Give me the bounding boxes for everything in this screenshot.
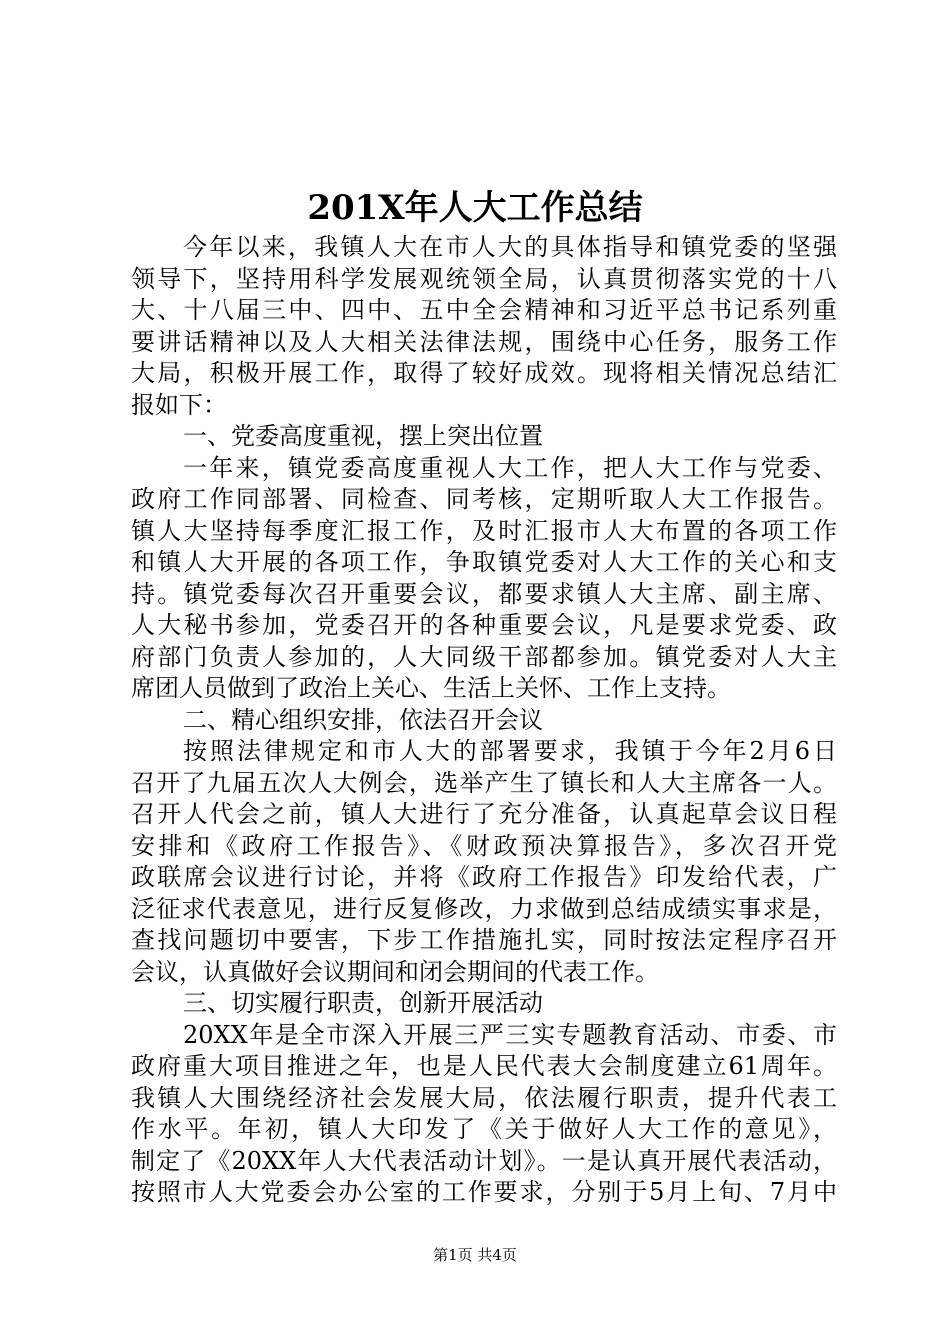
text-line: 安排和《政府工作报告》、《财政预决算报告》，多次召开党 [131,831,837,860]
text-line: 查找问题切中要害，下步工作措施扎实，同时按法定程序召开 [131,926,837,954]
text-line: 一年来，镇党委高度重视人大工作，把人大工作与党委、 [183,453,837,482]
text-line: 报如下： [131,390,227,419]
document-title: 201X年人大工作总结 [307,188,643,228]
text-line: 镇人大坚持每季度汇报工作，及时汇报市人大布置的各项工作 [131,516,837,545]
text-line: 三、切实履行职责，创新开展活动 [183,989,543,1017]
text-line: 召开人代会之前，镇人大进行了充分准备，认真起草会议日程 [131,800,837,828]
text-line: 二、精心组织安排，依法召开会议 [183,705,543,734]
text-line: 府部门负责人参加的，人大同级干部都参加。镇党委对人大主 [131,642,837,671]
text-line: 大局，积极开展工作，取得了较好成效。现将相关情况总结汇 [131,359,837,387]
text-line: 席团人员做到了政治上关心、生活上关怀、工作上支持。 [131,674,731,702]
text-line: 召开了九届五次人大例会，选举产生了镇长和人大主席各一人。 [131,768,837,797]
text-line: 会议，认真做好会议期间和闭会期间的代表工作。 [131,957,659,986]
text-line: 按照市人大党委会办公室的工作要求，分别于5月上旬、7月中 [131,1178,837,1206]
text-line: 领导下，坚持用科学发展观统领全局，认真贯彻落实党的十八 [131,264,837,293]
text-line: 20XX年是全市深入开展三严三实专题教育活动、市委、市 [183,1020,837,1049]
text-line: 泛征求代表意见，进行反复修改，力求做到总结成绩实事求是， [131,894,837,923]
text-line: 一、党委高度重视，摆上突出位置 [183,422,543,450]
text-line: 和镇人大开展的各项工作，争取镇党委对人大工作的关心和支 [131,548,837,576]
text-line: 政府工作同部署、同检查、同考核，定期听取人大工作报告。 [131,485,837,513]
text-line: 我镇人大围绕经济社会发展大局，依法履行职责，提升代表工 [131,1083,837,1112]
text-line: 今年以来，我镇人大在市人大的具体指导和镇党委的坚强 [183,233,837,261]
text-line: 持。镇党委每次召开重要会议，都要求镇人大主席、副主席、 [131,579,837,608]
text-line: 人大秘书参加，党委召开的各种重要会议，凡是要求党委、政 [131,611,837,639]
text-line: 政府重大项目推进之年，也是人民代表大会制度建立61周年。 [131,1052,837,1080]
text-line: 作水平。年初，镇人大印发了《关于做好人大工作的意见》， [131,1115,837,1143]
text-line: 制定了《20XX年人大代表活动计划》。一是认真开展代表活动， [131,1146,837,1175]
document-body [131,232,837,1209]
page-footer: 第1页 共4页 [433,1246,517,1264]
text-line: 政联席会议进行讨论，并将《政府工作报告》印发给代表，广 [131,863,837,891]
text-line: 按照法律规定和市人大的部署要求，我镇于今年2月6日 [183,737,837,765]
text-line: 要讲话精神以及人大相关法律法规，围绕中心任务，服务工作 [131,327,837,356]
text-line: 大、十八届三中、四中、五中全会精神和习近平总书记系列重 [131,296,837,324]
